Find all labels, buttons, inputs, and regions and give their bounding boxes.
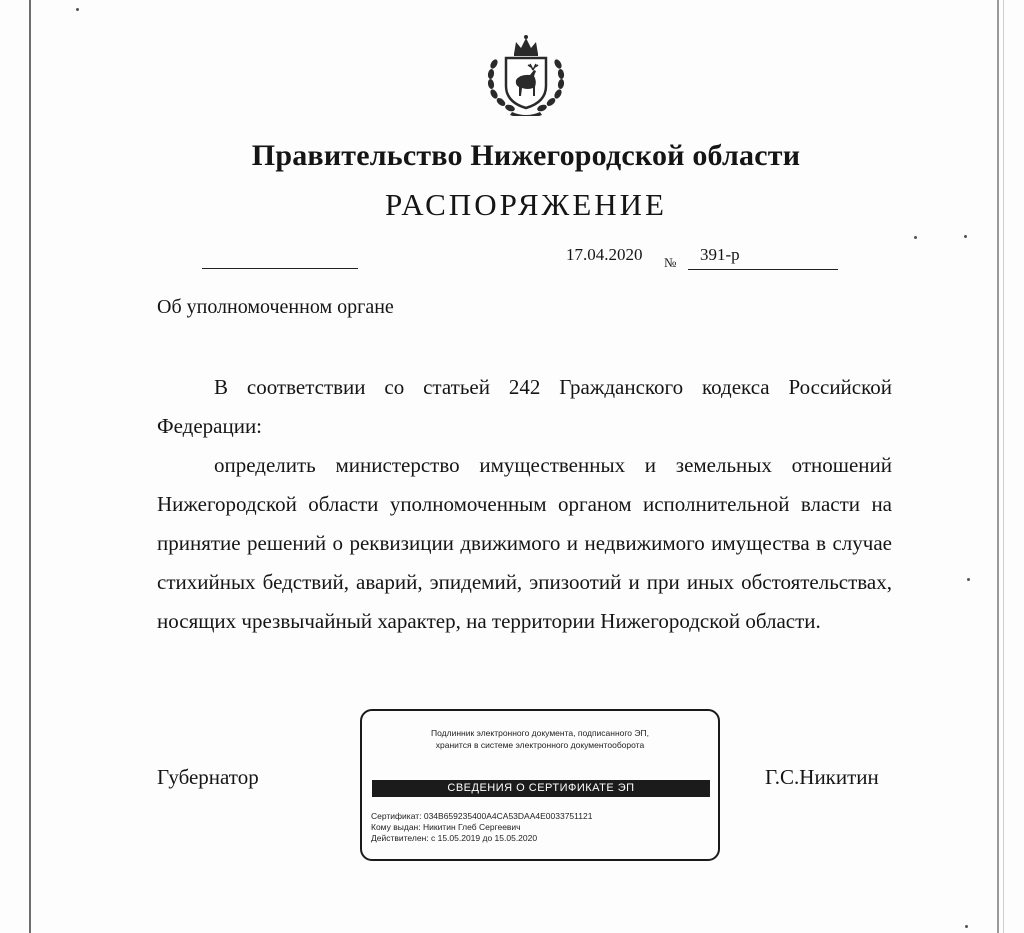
document-subject: Об уполномоченном органе — [157, 296, 394, 318]
number-underline — [688, 269, 838, 270]
electronic-signature-stamp — [360, 709, 720, 861]
document-number: 391-р — [700, 245, 740, 264]
stamp-note — [362, 727, 718, 751]
document-date: 17.04.2020 — [566, 245, 643, 264]
certificate-number: Сертификат: 034B659235400A4CA53DAA4E0033751121 — [371, 811, 593, 821]
scan-speck — [964, 235, 967, 238]
nizhny-novgorod-coat-of-arms-icon — [482, 34, 570, 116]
number-label: № — [664, 255, 677, 270]
stamp-title-bar: СВЕДЕНИЯ О СЕРТИФИКАТЕ ЭП — [372, 780, 710, 797]
scan-speck — [914, 236, 917, 239]
body-paragraph: определить министерство имущественных и земельных отношений Нижегородской области уполномоченным органом исполнительной власти на принятие решений о реквизиции движимого и недвижимого имущества в случае стихийных бедствий, аварий, эпидемий, эпизоотий и при иных обстоятельствах, носящих чрезвычайный характер, на территории Нижегородской области. — [157, 453, 892, 633]
stamp-note-line: хранится в системе электронного документооборота — [435, 740, 645, 750]
scan-speck — [76, 8, 79, 11]
signatory-position: Губернатор — [157, 765, 259, 789]
body-paragraph: В соответствии со статьей 242 Гражданского кодекса Российской Федерации: — [157, 375, 892, 438]
document-type: РАСПОРЯЖЕНИЕ — [385, 187, 667, 222]
scan-speck — [965, 925, 968, 928]
document-body — [157, 368, 892, 641]
scan-speck — [967, 578, 970, 581]
organization-name: Правительство Нижегородской области — [251, 139, 801, 172]
signatory-name: Г.С.Никитин — [765, 765, 879, 789]
certificate-owner: Кому выдан: Никитин Глеб Сергеевич — [371, 822, 521, 832]
blank-date-line — [202, 268, 358, 269]
stamp-note-line: Подлинник электронного документа, подписанного ЭП, — [431, 728, 649, 738]
stamp-certificate-details — [371, 811, 711, 844]
certificate-validity: Действителен: с 15.05.2019 до 15.05.2020 — [371, 833, 538, 843]
